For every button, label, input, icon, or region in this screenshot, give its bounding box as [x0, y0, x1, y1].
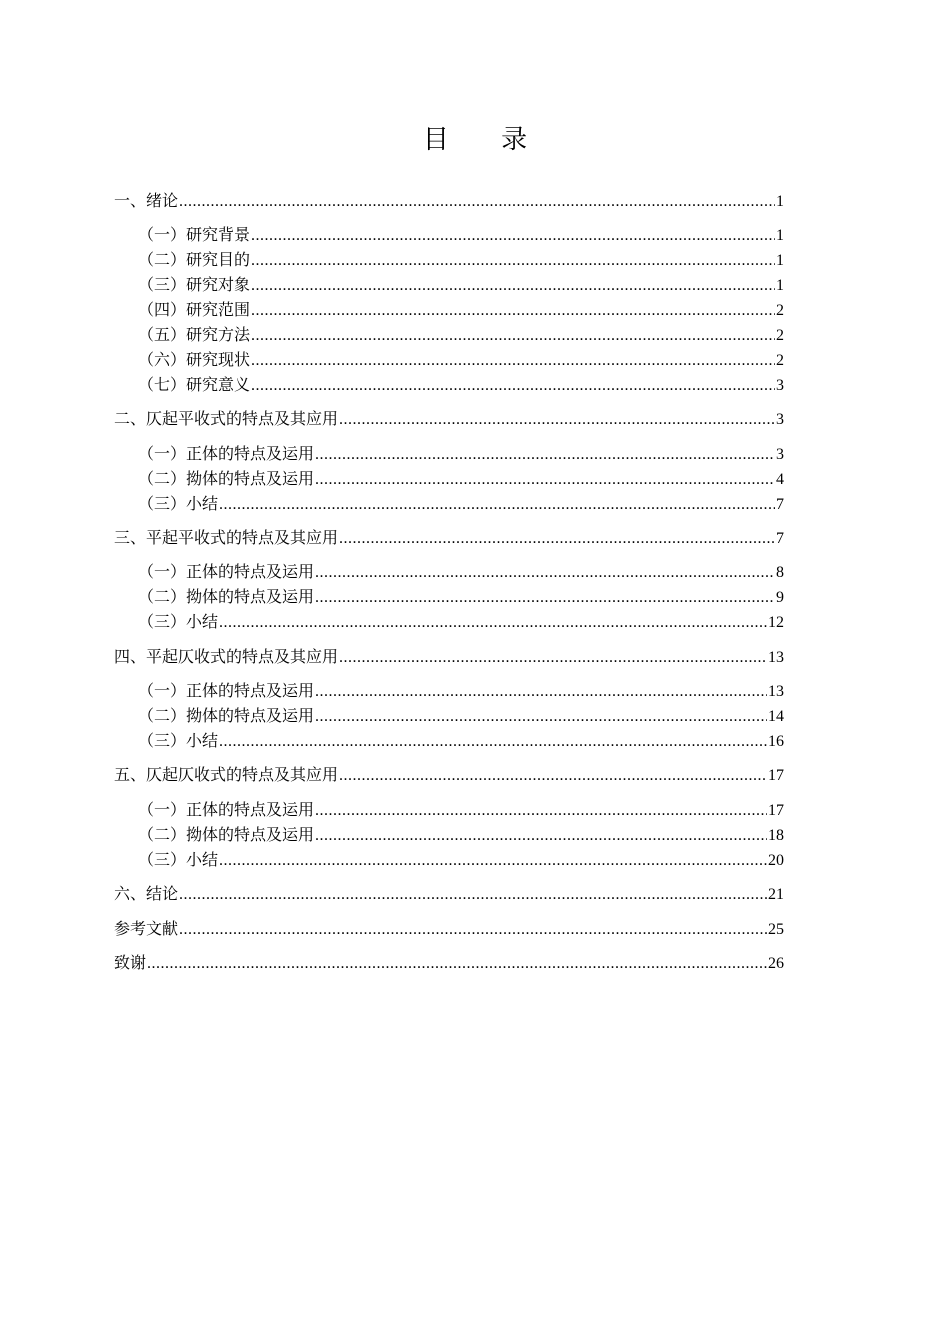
toc-entry-label: 五、仄起仄收式的特点及其应用 — [114, 765, 339, 784]
toc-dot-leader — [315, 681, 767, 703]
toc-dot-leader — [315, 587, 775, 609]
toc-entry — [138, 374, 784, 397]
toc-entry-page-number: 21 — [768, 886, 784, 903]
toc-entry-page-number: 26 — [768, 955, 784, 972]
toc-dot-leader — [219, 731, 767, 753]
toc-dot-leader — [339, 528, 775, 550]
toc-entry-page-number: 3 — [776, 377, 784, 394]
toc-entry-label: （三）小结 — [138, 731, 219, 750]
toc-entry-label: （一）正体的特点及运用 — [138, 681, 315, 700]
toc-entry — [138, 730, 784, 753]
toc-entry-page-number: 4 — [776, 471, 784, 488]
toc-entry — [114, 952, 784, 975]
toc-entry-page-number: 3 — [776, 446, 784, 463]
toc-dot-leader — [147, 953, 767, 975]
toc-dot-leader — [251, 325, 775, 347]
toc-entry-page-number: 25 — [768, 921, 784, 938]
toc-entry-page-number: 20 — [768, 852, 784, 869]
toc-entry-label: （四）研究范围 — [138, 300, 251, 319]
toc-entry-page-number: 7 — [776, 496, 784, 513]
toc-entry — [138, 586, 784, 609]
toc-entry — [114, 764, 784, 787]
toc-entry-label: （二）拗体的特点及运用 — [138, 706, 315, 725]
toc-entry — [114, 408, 784, 431]
toc-entry-page-number: 2 — [776, 352, 784, 369]
toc-entry-page-number: 18 — [768, 827, 784, 844]
toc-entry-page-number: 14 — [768, 708, 784, 725]
toc-entry-page-number: 12 — [768, 614, 784, 631]
toc-entry-label: （二）拗体的特点及运用 — [138, 469, 315, 488]
toc-dot-leader — [251, 350, 775, 372]
toc-entry-label: 参考文献 — [114, 919, 179, 938]
toc-dot-leader — [315, 825, 767, 847]
toc-entry-label: （一）正体的特点及运用 — [138, 444, 315, 463]
toc-entry — [138, 611, 784, 634]
toc-entry — [138, 349, 784, 372]
toc-dot-leader — [179, 884, 767, 906]
toc-entry-label: （七）研究意义 — [138, 375, 251, 394]
toc-entry — [114, 883, 784, 906]
toc-entry — [138, 705, 784, 728]
toc-entry-page-number: 2 — [776, 327, 784, 344]
toc-entry-page-number: 17 — [768, 767, 784, 784]
toc-entry-page-number: 2 — [776, 302, 784, 319]
toc-entry-page-number: 3 — [776, 411, 784, 428]
toc-entry — [138, 561, 784, 584]
toc-dot-leader — [315, 706, 767, 728]
toc-entry-page-number: 8 — [776, 564, 784, 581]
toc-entry — [114, 190, 784, 213]
toc-entry — [138, 443, 784, 466]
toc-entry-page-number: 16 — [768, 733, 784, 750]
toc-entry-label: （三）小结 — [138, 494, 219, 513]
toc-entry — [138, 824, 784, 847]
toc-entry — [138, 224, 784, 247]
toc-entry-label: （一）正体的特点及运用 — [138, 562, 315, 581]
toc-entry-label: （三）研究对象 — [138, 275, 251, 294]
toc-entry-label: 二、仄起平收式的特点及其应用 — [114, 409, 339, 428]
toc-dot-leader — [251, 225, 775, 247]
toc-entry — [138, 324, 784, 347]
toc-entry-label: 六、结论 — [114, 884, 179, 903]
toc-entry — [138, 299, 784, 322]
toc-entry-label: 一、绪论 — [114, 191, 179, 210]
toc-dot-leader — [251, 250, 775, 272]
toc-entry — [138, 799, 784, 822]
toc-dot-leader — [315, 800, 767, 822]
toc-title: 目 录 — [422, 125, 550, 155]
toc-dot-leader — [219, 850, 767, 872]
toc-dot-leader — [315, 444, 775, 466]
toc-entry-page-number: 1 — [776, 227, 784, 244]
toc-entry-label: （二）研究目的 — [138, 250, 251, 269]
toc-entry-page-number: 1 — [776, 277, 784, 294]
toc-entry-label: （一）研究背景 — [138, 225, 251, 244]
toc-entry-label: 四、平起仄收式的特点及其应用 — [114, 647, 339, 666]
toc-entry-label: （二）拗体的特点及运用 — [138, 587, 315, 606]
toc-entry — [138, 849, 784, 872]
toc-entry — [138, 680, 784, 703]
toc-entry-page-number: 13 — [768, 683, 784, 700]
toc-entry-page-number: 13 — [768, 649, 784, 666]
toc-dot-leader — [219, 612, 767, 634]
toc-entry — [114, 527, 784, 550]
toc-entry-page-number: 1 — [776, 193, 784, 210]
toc-entry — [138, 274, 784, 297]
toc-dot-leader — [219, 494, 775, 516]
toc-dot-leader — [315, 562, 775, 584]
toc-dot-leader — [179, 919, 767, 941]
toc-entry-label: 三、平起平收式的特点及其应用 — [114, 528, 339, 547]
toc-entry — [138, 249, 784, 272]
toc-dot-leader — [339, 409, 775, 431]
toc-entry-page-number: 1 — [776, 252, 784, 269]
toc-entry-label: （五）研究方法 — [138, 325, 251, 344]
toc-dot-leader — [251, 275, 775, 297]
toc-dot-leader — [339, 765, 767, 787]
toc-entry-page-number: 17 — [768, 802, 784, 819]
toc-entry-label: （三）小结 — [138, 612, 219, 631]
toc-entry-label: 致谢 — [114, 953, 147, 972]
toc-entry — [138, 468, 784, 491]
toc-entry-label: （一）正体的特点及运用 — [138, 800, 315, 819]
toc-dot-leader — [251, 375, 775, 397]
toc-entry-page-number: 7 — [776, 530, 784, 547]
toc-entry-label: （二）拗体的特点及运用 — [138, 825, 315, 844]
toc-dot-leader — [315, 469, 775, 491]
toc-dot-leader — [179, 191, 775, 213]
toc-dot-leader — [251, 300, 775, 322]
toc-entry-page-number: 9 — [776, 589, 784, 606]
toc-entry — [138, 493, 784, 516]
table-of-contents — [114, 0, 784, 1344]
toc-entry-label: （六）研究现状 — [138, 350, 251, 369]
toc-entry-label: （三）小结 — [138, 850, 219, 869]
toc-entry — [114, 918, 784, 941]
toc-dot-leader — [339, 647, 767, 669]
toc-entry — [114, 646, 784, 669]
